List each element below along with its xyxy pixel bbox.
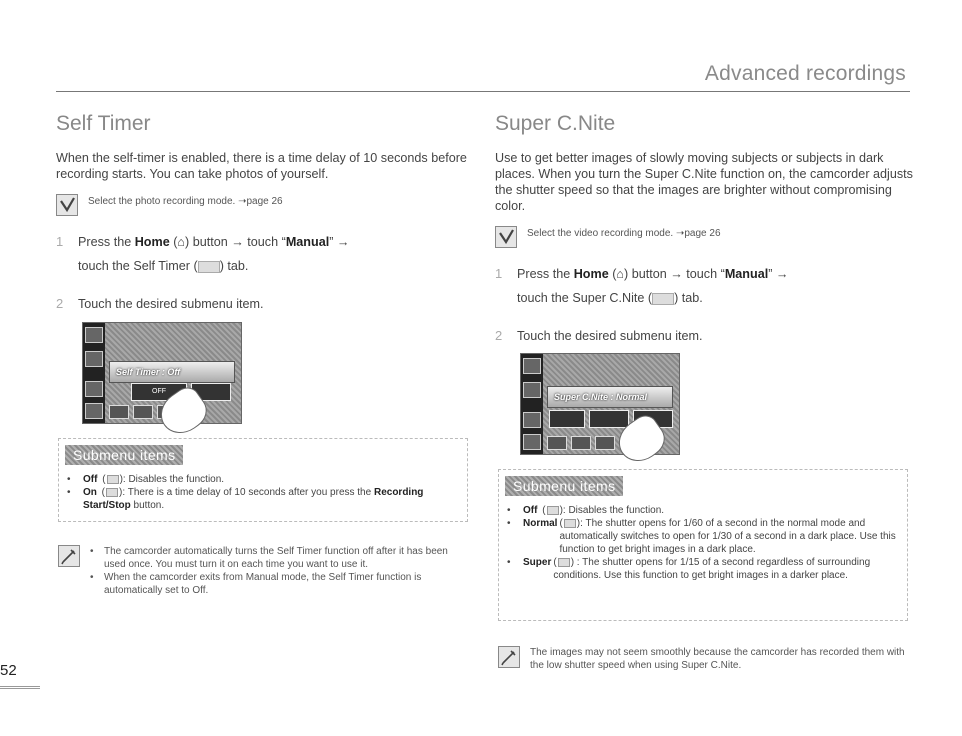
timer-on-icon [106,488,118,497]
super-cnite-tab-icon [652,293,674,305]
manual-label: Manual [285,235,330,249]
list-item: • On ( ): There is a time delay of 10 seconds after you press the Recording Start/Stop button. [67,487,424,511]
mode-icon [523,358,541,374]
super-cnite-intro: Use to get better images of slowly moving subjects or subjects in dark places. When you turn the Super C.Nite function on, the camcorder adjusts the shutter speed so that the images are brighter without compromising color. [495,151,913,213]
lcd-tab-icon [109,405,129,419]
cnite-normal-icon [564,519,576,528]
submenu-heading: Submenu items [65,445,183,465]
camera-icon [85,351,103,367]
page-number-rule [0,686,40,689]
lcd-tab-icon [133,405,153,419]
section-header-title: Advanced recordings [704,62,906,85]
timer-off-icon [107,475,119,484]
camera-icon [523,382,541,398]
self-timer-column [56,112,474,316]
lcd-tab-icon [595,436,615,450]
self-timer-tips [58,545,468,597]
list-item: • Off ( ): Disables the function. [67,474,225,485]
pencil-note-icon [58,545,80,567]
super-cnite-title: Super C.Nite [495,112,616,135]
super-cnite-note-text: Select the video recording mode. ➝page 26 [527,228,721,239]
super-cnite-off-option [549,410,585,428]
super-cnite-submenu-box [498,469,908,621]
checkmark-note-icon [495,226,517,248]
list-item: • Normal ( ): The shutter opens for 1/60 of a second in the normal mode and automatically switches to open for 1/30 of a second in a dark place. Use this function to get bright images in a dark place. [507,518,896,555]
self-timer-note [56,194,474,216]
cnite-off-icon [547,506,559,515]
zoom-icon [85,381,103,397]
page-number: 52 [0,662,17,679]
cnite-super-icon [558,558,570,567]
self-timer-menu-label: Self Timer : Off [109,361,235,383]
self-timer-intro: When the self-timer is enabled, there is a time delay of 10 seconds before recording starts. You can take photos of yourself. [56,151,467,181]
list-item: • Off ( ): Disables the function. [507,505,665,516]
list-item: • When the camcorder exits from Manual mode, the Self Timer function is automatically set to Off. [90,572,422,596]
super-cnite-tip-text: The images may not seem smoothly because the camcorder has recorded them with the low shutter speed when using Super C.Nite. [530,647,905,671]
super-cnite-tip [498,646,908,672]
self-timer-step-1: 1 Press the Home (⌂) button → touch “Manual” → touch the Self Timer ( ) tab. [56,234,350,273]
super-cnite-step-1: 1 Press the Home (⌂) button → touch “Manual” → touch the Super C.Nite ( ) tab. [495,266,789,305]
header-divider [56,91,910,92]
self-timer-note-text: Select the photo recording mode. ➝page 26 [88,196,283,207]
home-button-label: Home [134,235,170,249]
super-cnite-normal-option [589,410,629,428]
playback-icon [85,403,103,419]
mode-icon [85,327,103,343]
list-item: • The camcorder automatically turns the Self Timer function off after it has been used once. You must turn it on each time you want to use it. [90,546,448,570]
lcd-tab-icon [547,436,567,450]
self-timer-step-2: 2 Touch the desired submenu item. [56,296,264,311]
list-item: • Super ( ) : The shutter opens for 1/15 of a second regardless of surrounding conditions. Use this function to get bright images in a darker place. [507,557,871,581]
super-cnite-step-2: 2 Touch the desired submenu item. [495,328,703,343]
super-cnite-note [495,226,913,248]
zoom-icon [523,412,541,428]
self-timer-title: Self Timer [56,112,151,135]
playback-icon [523,434,541,450]
super-cnite-menu-label: Super C.Nite : Normal [547,386,673,408]
self-timer-submenu-box [58,438,468,522]
manual-label: Manual [724,267,769,281]
submenu-heading: Submenu items [505,476,623,496]
lcd-tab-icon [571,436,591,450]
home-button-label: Home [573,267,609,281]
pencil-note-icon [498,646,520,668]
super-cnite-column [495,112,913,348]
self-timer-tab-icon [198,261,220,273]
off-option: OFF [131,383,187,401]
checkmark-note-icon [56,194,78,216]
